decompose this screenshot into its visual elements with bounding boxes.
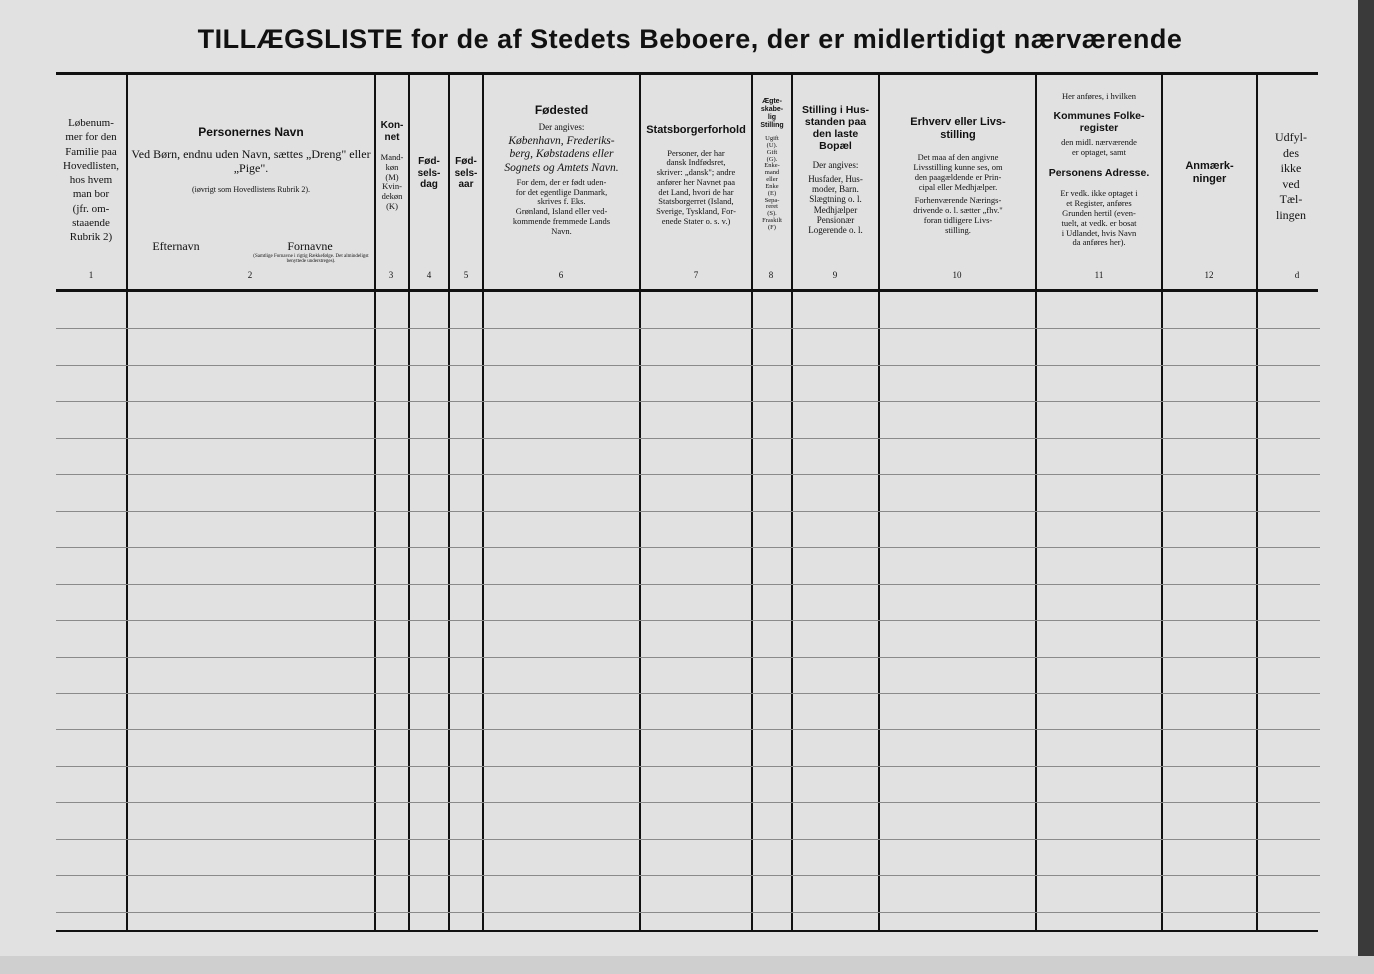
col5-heading: Fød- sels- aar [454, 156, 478, 190]
col4-heading: Fød- sels- dag [417, 156, 441, 190]
col12-heading: Anmærk- ninger [1185, 160, 1234, 185]
entry-row-line[interactable] [56, 474, 1320, 475]
entry-row-line[interactable] [56, 693, 1320, 694]
col4-header [410, 156, 448, 191]
col1-line: Rubrik 2) [69, 231, 113, 244]
entry-row-line[interactable] [56, 328, 1320, 329]
col-number-1: 1 [88, 270, 94, 280]
entry-row-line[interactable] [56, 912, 1320, 913]
col6-note: For dem, der er født uden- for det egentlige Danmark, skrives f. Eks. Grønland, Island eller ved- kommende fremmede Lands Navn. [512, 176, 611, 236]
scan-edge-bottom [0, 956, 1374, 974]
col8-text: Ugift (U). Gift (G). Enke- mand eller Enke (E) Sepa- reret (S). Fraskilt (F) [762, 135, 782, 231]
col8-heading: Ægte- skabe- lig Stilling [760, 98, 784, 130]
col3-heading: Kon- net [380, 120, 404, 143]
col1-line: staaende [72, 217, 110, 230]
col11-header [1038, 92, 1160, 248]
col1-line: mer for den [65, 131, 117, 144]
cold-header [1258, 130, 1324, 224]
col-number-6: 6 [558, 270, 564, 280]
col-number-d: d [1294, 270, 1300, 280]
col9-heading: Stilling i Hus- standen paa den laste Bopæl [801, 104, 870, 153]
col12-header [1163, 160, 1256, 185]
col1-line: hos hvem [69, 174, 113, 187]
scan-edge-right [1358, 0, 1374, 974]
col-number-3: 3 [388, 270, 394, 280]
entry-row-line[interactable] [56, 584, 1320, 585]
entry-row-line[interactable] [56, 657, 1320, 658]
col6-header [486, 104, 637, 236]
col-number-9: 9 [832, 270, 838, 280]
col1-header [56, 116, 126, 245]
col1-line: Familie paa [65, 145, 117, 158]
entry-row-line[interactable] [56, 547, 1320, 548]
entry-row-line[interactable] [56, 511, 1320, 512]
col-number-4: 4 [426, 270, 432, 280]
col-number-8: 8 [768, 270, 774, 280]
entry-row-line[interactable] [56, 875, 1320, 876]
col2-efternavn: Efternavn [152, 239, 200, 253]
col6-text: København, Frederiks- berg, Købstadens eller Sognets og Amtets Navn. [504, 135, 619, 174]
col-number-11: 11 [1094, 270, 1104, 280]
entry-row-line[interactable] [56, 401, 1320, 402]
col6-heading: Fødested [534, 103, 589, 117]
entry-row-line[interactable] [56, 839, 1320, 840]
col2-fornavne: Fornavne [287, 239, 333, 253]
col10-heading: Erhverv eller Livs- stilling [910, 116, 1006, 141]
entry-row-line[interactable] [56, 766, 1320, 767]
col11-text: den midl. nærværende er optaget, samt [1061, 136, 1137, 157]
col1-line: Løbenum- [68, 117, 114, 129]
entry-row-line[interactable] [56, 802, 1320, 803]
col1-line: (jfr. om- [72, 202, 110, 215]
entry-row-line[interactable] [56, 438, 1320, 439]
col-number-10: 10 [952, 270, 962, 280]
header-top-rule [56, 72, 1318, 75]
col11-pre: Her anføres, i hvilken [1061, 91, 1137, 101]
col-number-7: 7 [693, 270, 699, 280]
col7-header [641, 124, 751, 227]
table-bottom-rule [56, 930, 1318, 932]
col9-text: Husfader, Hus- moder, Barn. Slægtning o. l. Medhjælper Pensionær Logerende o. l. [808, 173, 863, 236]
col11-note: Er vedk. ikke optaget i et Register, anføres Grunden hertil (even- tuelt, at vedk. er bosat i Udlandet, hvis Navn da anføres her). [1060, 188, 1138, 248]
col2-heading: Personernes Navn [198, 125, 304, 139]
col9-header [793, 104, 878, 236]
col6-sub: Der angives: [538, 121, 585, 132]
col8-header [753, 98, 791, 232]
col10-header [882, 116, 1034, 235]
col1-line: Hovedlisten, [63, 159, 119, 172]
col9-sub: Der angives: [812, 160, 859, 171]
entry-row-line[interactable] [56, 365, 1320, 366]
col2-header [130, 126, 372, 195]
col2-note: (iøvrigt som Hovedlistens Rubrik 2). [192, 185, 310, 195]
col-number-2: 2 [247, 270, 253, 280]
col5-header [450, 156, 482, 191]
col3-text: Mand- køn (M) Kvin- dekøn (K) [380, 152, 404, 211]
cold-text: Udfyl- des ikke ved Tæl- lingen [1275, 130, 1307, 222]
col-number-12: 12 [1204, 270, 1214, 280]
header-bottom-rule [56, 289, 1318, 292]
form-title: TILLÆGSLISTE for de af Stedets Beboere, der er midlertidigt nærværende [197, 24, 1183, 54]
col11-heading2: Personens Adresse. [1048, 167, 1150, 180]
entry-row-line[interactable] [56, 620, 1320, 621]
col2-text: Ved Børn, endnu uden Navn, sættes „Dreng" eller „Pige". [131, 146, 371, 175]
col1-line: man bor [72, 188, 110, 201]
col3-header [376, 120, 408, 212]
col10-note: Forhenværende Nærings- drivende o. l. sætter „fhv." foran tidligere Livs- stilling. [913, 195, 1003, 235]
col-number-5: 5 [463, 270, 469, 280]
col7-text: Personer, der har dansk Indfødsret, skriver: „dansk"; andre anfører her Navnet paa det Land, hvori de har Statsborgerret (Island, Sverige, Tyskland, For- enede Stater o. s. v.) [656, 147, 736, 226]
col11-heading: Kommunes Folke- register [1053, 109, 1145, 134]
entry-row-line[interactable] [56, 729, 1320, 730]
col2-fornavne-note: (Samtlige Fornavne i rigtig Rækkefølge. Det almindeligst benyttede understreges). [253, 254, 369, 265]
col1-text [56, 116, 126, 245]
col7-heading: Statsborgerforhold [646, 124, 746, 136]
col10-text: Det maa af den angivne Livsstilling kunne ses, om den paagældende er Prin- cipal eller Medhjælper. [913, 152, 1003, 192]
